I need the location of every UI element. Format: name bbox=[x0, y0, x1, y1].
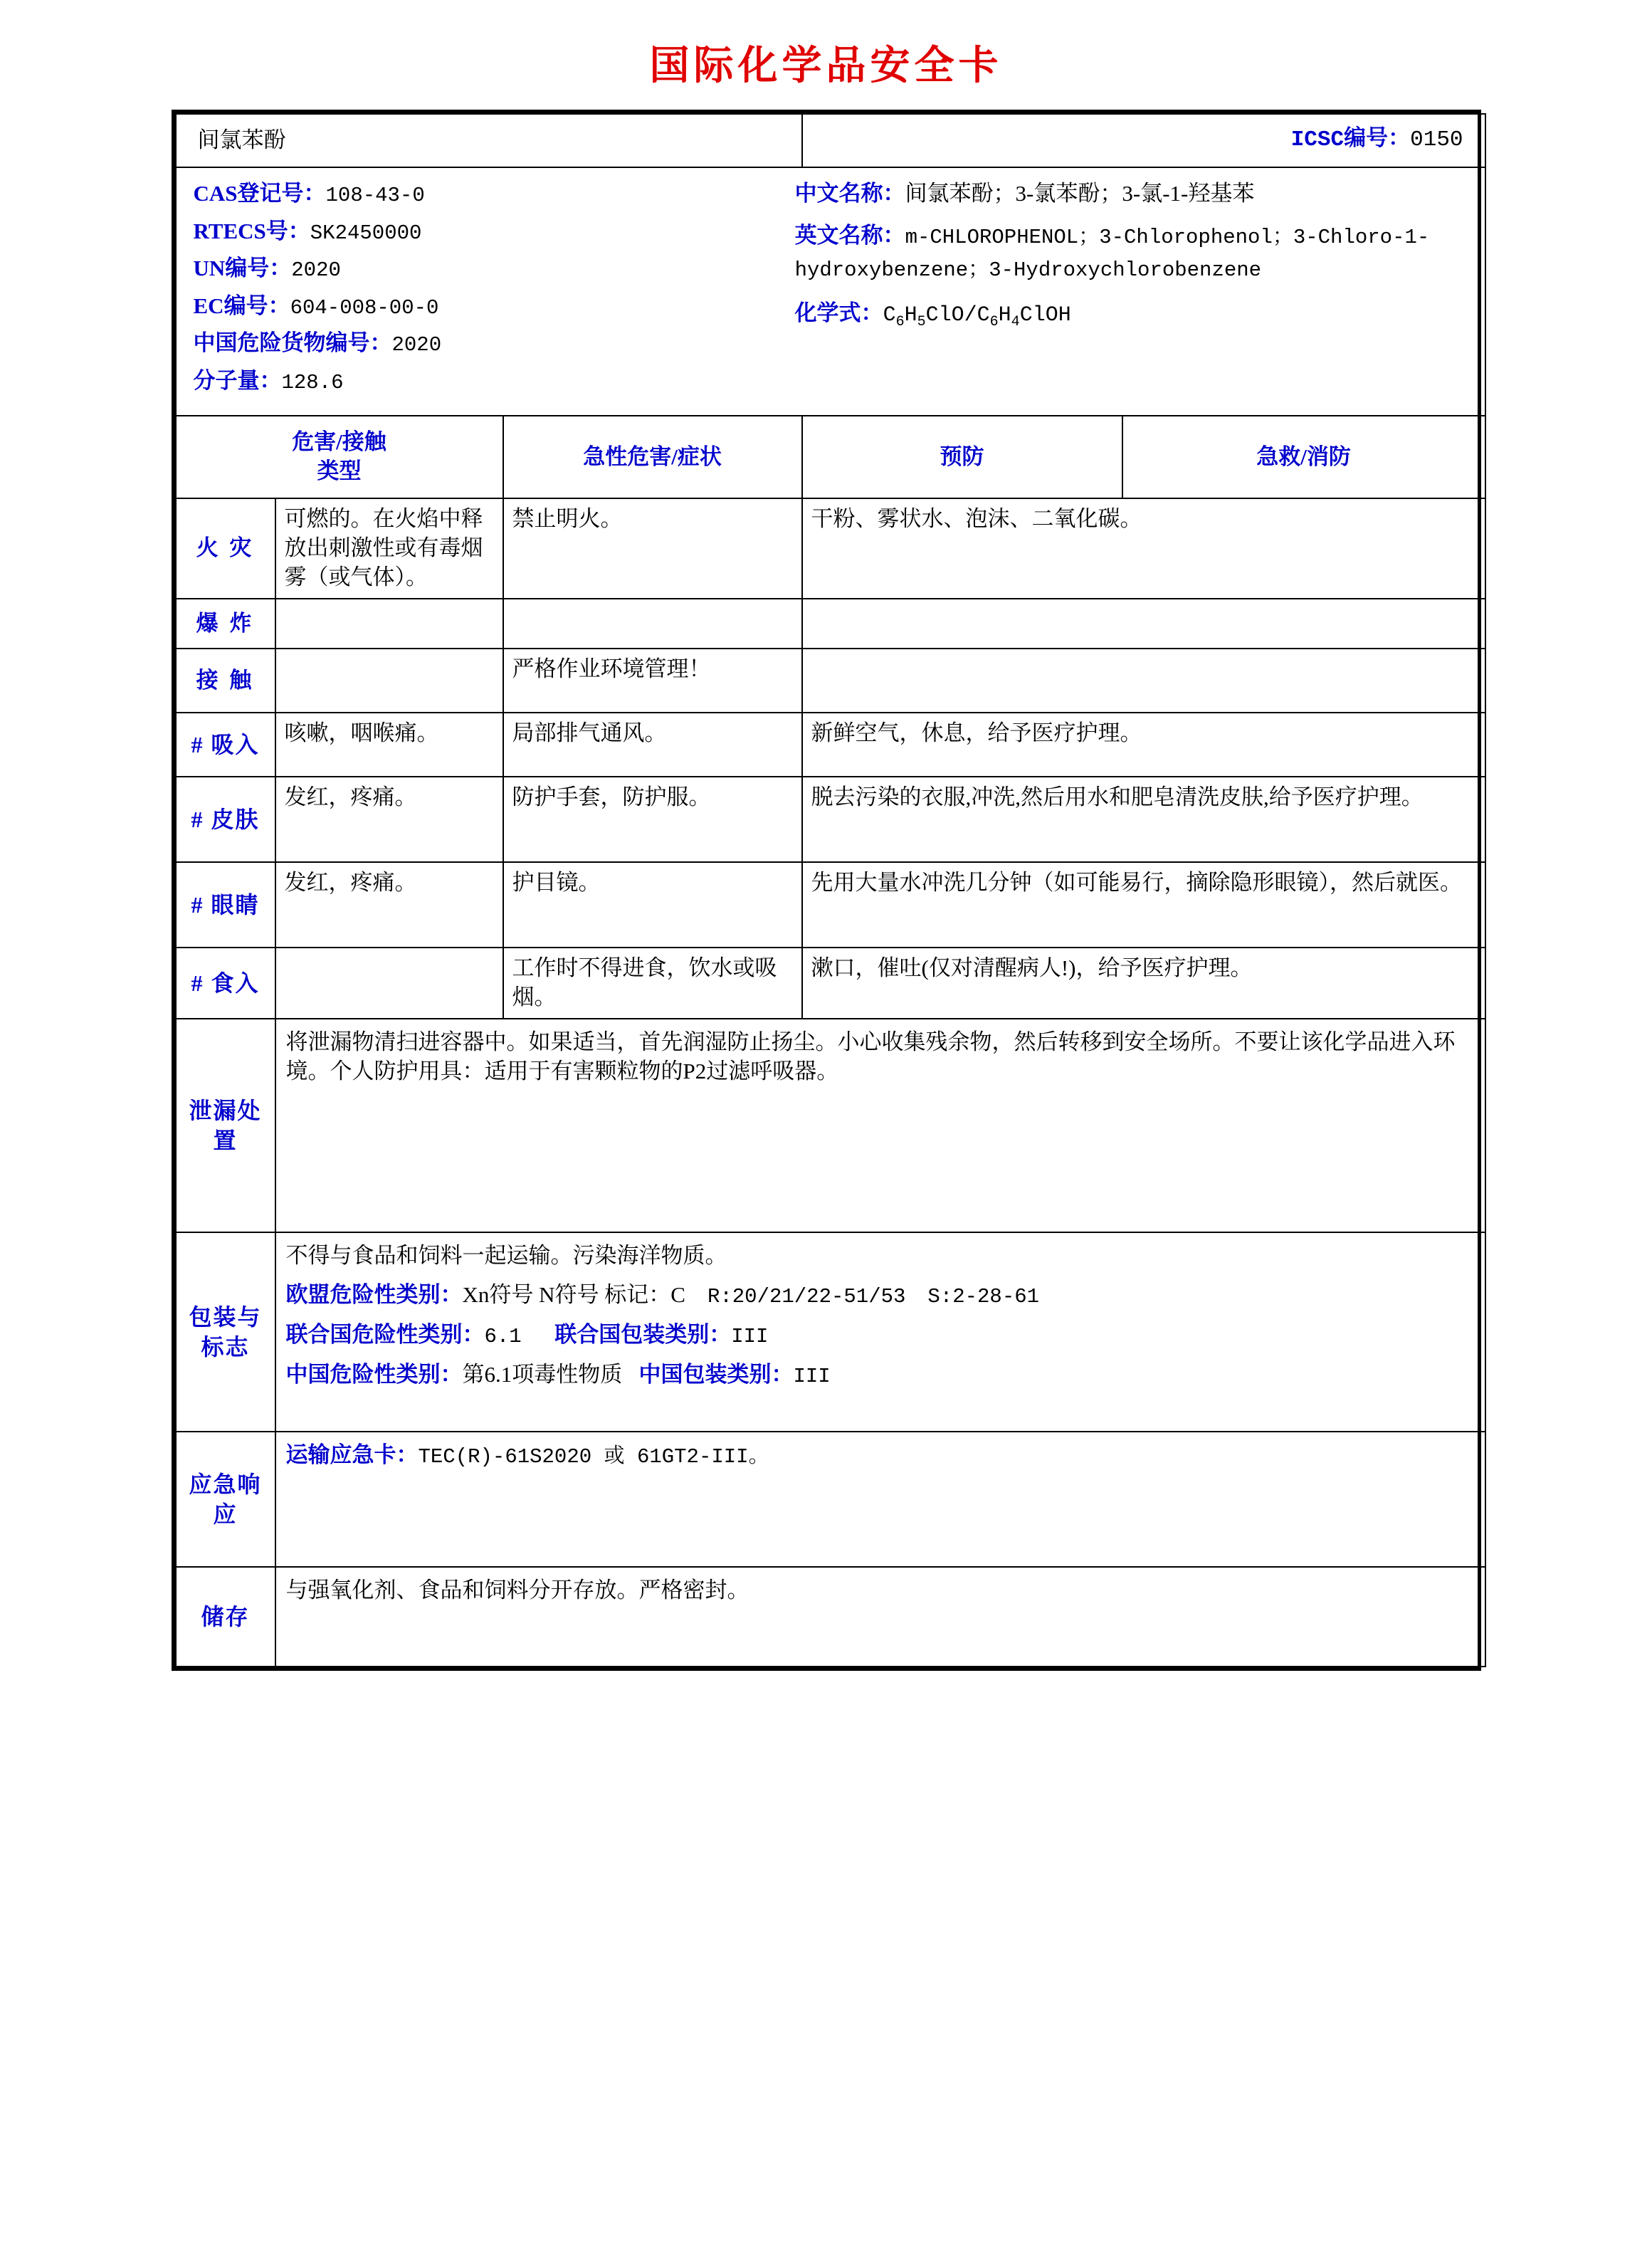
un-pack-value: III bbox=[731, 1324, 769, 1348]
packaging-label: 包装与标志 bbox=[176, 1232, 275, 1432]
emergency-label: 应急响应 bbox=[176, 1432, 275, 1567]
storage-label: 储存 bbox=[176, 1567, 275, 1667]
table-row bbox=[176, 862, 1485, 948]
identification-left bbox=[194, 178, 795, 403]
formula-line bbox=[795, 298, 1473, 332]
row-exposure-firstaid bbox=[802, 649, 1485, 713]
packaging-cn-line bbox=[286, 1360, 1475, 1390]
row-label-exposure: 接 触 bbox=[176, 649, 275, 713]
cn-class-label: 中国危险性类别： bbox=[285, 1362, 463, 1387]
spill-text: 将泄漏物清扫进容器中。如果适当，首先润湿防止扬尘。小心收集残余物，然后转移到安全场所。不要让该化学品进入环境。个人防护用具：适用于有害颗粒物的P2过滤呼吸器。 bbox=[275, 1019, 1485, 1232]
cn-pack-value: III bbox=[793, 1365, 831, 1389]
ec-line bbox=[194, 290, 795, 323]
packaging-un-line bbox=[286, 1321, 1475, 1350]
eu-class-value: Xn符号 N符号 标记：C bbox=[462, 1281, 685, 1307]
table-row bbox=[176, 713, 1485, 777]
ec-label: EC编号： bbox=[193, 293, 290, 318]
cn-pack-label: 中国包装类别： bbox=[638, 1362, 794, 1387]
row-fire-acute: 可燃的。在火焰中释放出刺激性或有毒烟雾（或气体）。 bbox=[275, 498, 503, 599]
identification-cell bbox=[176, 167, 1485, 416]
rtecs-label: RTECS号： bbox=[193, 218, 310, 243]
row-eyes-prevention: 护目镜。 bbox=[503, 862, 802, 948]
hazard-type-line2: 类型 bbox=[317, 458, 362, 484]
row-label-ingestion: # 食入 bbox=[176, 948, 275, 1019]
packaging-content bbox=[275, 1232, 1485, 1432]
row-exposure-prevention: 严格作业环境管理！ bbox=[503, 649, 802, 713]
packaging-row bbox=[176, 1232, 1485, 1432]
packaging-line1: 不得与食品和饲料一起运输。污染海洋物质。 bbox=[285, 1242, 727, 1268]
formula-label: 化学式： bbox=[794, 300, 883, 326]
eu-s-phrases: S:2-28-61 bbox=[927, 1284, 1040, 1308]
en-name-line bbox=[795, 220, 1473, 285]
row-explosion-prevention bbox=[503, 599, 802, 649]
rtecs-value: SK2450000 bbox=[310, 221, 422, 245]
identification-row bbox=[176, 167, 1485, 416]
row-eyes-firstaid: 先用大量水冲洗几分钟（如可能易行，摘除隐形眼镜），然后就医。 bbox=[802, 862, 1485, 948]
row-ingestion-acute bbox=[275, 948, 503, 1019]
row-fire-firstaid: 干粉、雾状水、泡沫、二氧化碳。 bbox=[802, 498, 1485, 599]
row-skin-acute: 发红，疼痛。 bbox=[275, 777, 503, 862]
column-header-row bbox=[176, 416, 1485, 498]
row-skin-prevention: 防护手套，防护服。 bbox=[503, 777, 802, 862]
row-inhalation-acute: 咳嗽，咽喉痛。 bbox=[275, 713, 503, 777]
icsc-card bbox=[172, 110, 1481, 1671]
transport-card-label: 运输应急卡： bbox=[285, 1442, 419, 1467]
column-header-acute: 急性危害/症状 bbox=[503, 416, 802, 498]
cn-class-value: 第6.1项毒性物质 bbox=[462, 1362, 623, 1387]
un-pack-label: 联合国包装类别： bbox=[554, 1321, 732, 1347]
table-row bbox=[176, 498, 1485, 599]
eu-r-phrases: R:20/21/22-51/53 bbox=[707, 1284, 906, 1308]
row-ingestion-prevention: 工作时不得进食，饮水或吸烟。 bbox=[503, 948, 802, 1019]
spill-row bbox=[176, 1019, 1485, 1232]
cas-line bbox=[194, 178, 795, 211]
substance-name: 间氯苯酚 bbox=[176, 114, 802, 167]
row-inhalation-prevention: 局部排气通风。 bbox=[503, 713, 802, 777]
cn-name-line bbox=[795, 178, 1473, 209]
row-label-fire: 火 灾 bbox=[176, 498, 275, 599]
column-header-prevention: 预防 bbox=[802, 416, 1122, 498]
emergency-row bbox=[176, 1432, 1485, 1567]
cas-label: CAS登记号： bbox=[193, 180, 326, 206]
table-row bbox=[176, 948, 1485, 1019]
eu-class-label: 欧盟危险性类别： bbox=[285, 1281, 463, 1307]
un-class-label: 联合国危险性类别： bbox=[285, 1321, 485, 1347]
table-row bbox=[176, 599, 1485, 649]
transport-card-line bbox=[286, 1441, 1475, 1471]
row-label-skin: # 皮肤 bbox=[176, 777, 275, 862]
row-exposure-acute bbox=[275, 649, 503, 713]
cn-name-value: 间氯苯酚；3-氯苯酚；3-氯-1-羟基苯 bbox=[905, 180, 1255, 206]
row-skin-firstaid: 脱去污染的衣服,冲洗,然后用水和肥皂清洗皮肤,给予医疗护理。 bbox=[802, 777, 1485, 862]
cn-name-label: 中文名称： bbox=[794, 180, 905, 206]
storage-row bbox=[176, 1567, 1485, 1667]
mw-label: 分子量： bbox=[193, 367, 282, 393]
header-row bbox=[176, 114, 1485, 167]
cas-value: 108-43-0 bbox=[325, 183, 425, 207]
spill-label: 泄漏处置 bbox=[176, 1019, 275, 1232]
emergency-content bbox=[275, 1432, 1485, 1567]
icsc-number-cell bbox=[802, 114, 1485, 167]
cn-dangerous-line bbox=[194, 327, 795, 360]
un-line bbox=[194, 253, 795, 285]
icsc-label: ICSC编号： bbox=[1290, 127, 1411, 152]
storage-text: 与强氧化剂、食品和饲料分开存放。严格密封。 bbox=[275, 1567, 1485, 1667]
table-row bbox=[176, 649, 1485, 713]
row-explosion-acute bbox=[275, 599, 503, 649]
row-label-eyes: # 眼睛 bbox=[176, 862, 275, 948]
row-eyes-acute: 发红，疼痛。 bbox=[275, 862, 503, 948]
column-header-firstaid: 急救/消防 bbox=[1122, 416, 1485, 498]
icsc-number: 0150 bbox=[1410, 127, 1463, 152]
hazard-type-line1: 危害/接触 bbox=[292, 429, 386, 455]
en-name-label: 英文名称： bbox=[794, 223, 905, 248]
row-label-inhalation: # 吸入 bbox=[176, 713, 275, 777]
column-header-hazard-type bbox=[176, 416, 503, 498]
row-label-explosion: 爆 炸 bbox=[176, 599, 275, 649]
transport-card-value: TEC(R)-61S2020 或 61GT2-III。 bbox=[418, 1444, 769, 1469]
rtecs-line bbox=[194, 216, 795, 248]
icsc-table bbox=[175, 113, 1486, 1667]
un-label: UN编号： bbox=[193, 256, 292, 281]
un-class-value: 6.1 bbox=[484, 1324, 522, 1348]
un-value: 2020 bbox=[291, 258, 341, 283]
identification-right bbox=[795, 178, 1473, 403]
page-title: 国际化学品安全卡 bbox=[649, 42, 1003, 89]
row-explosion-firstaid bbox=[802, 599, 1485, 649]
mw-value: 128.6 bbox=[281, 370, 344, 394]
ec-value: 604-008-00-0 bbox=[290, 295, 439, 320]
formula-value: $C_6H_5ClO/C_6H_4ClOH$ bbox=[883, 303, 1071, 331]
en-name-value: m-CHLOROPHENOL；3-Chlorophenol；3-Chloro-1-hydroxybenzene；3-Hydroxychlorobenzene bbox=[794, 226, 1430, 282]
packaging-eu-line bbox=[286, 1281, 1475, 1311]
cn-dangerous-value: 2020 bbox=[391, 333, 442, 357]
row-ingestion-firstaid: 漱口，催吐(仅对清醒病人!)，给予医疗护理。 bbox=[802, 948, 1485, 1019]
cn-dangerous-label: 中国危险货物编号： bbox=[193, 330, 392, 356]
mw-line bbox=[194, 365, 795, 398]
table-row bbox=[176, 777, 1485, 862]
row-fire-prevention: 禁止明火。 bbox=[503, 498, 802, 599]
row-inhalation-firstaid: 新鲜空气，休息，给予医疗护理。 bbox=[802, 713, 1485, 777]
